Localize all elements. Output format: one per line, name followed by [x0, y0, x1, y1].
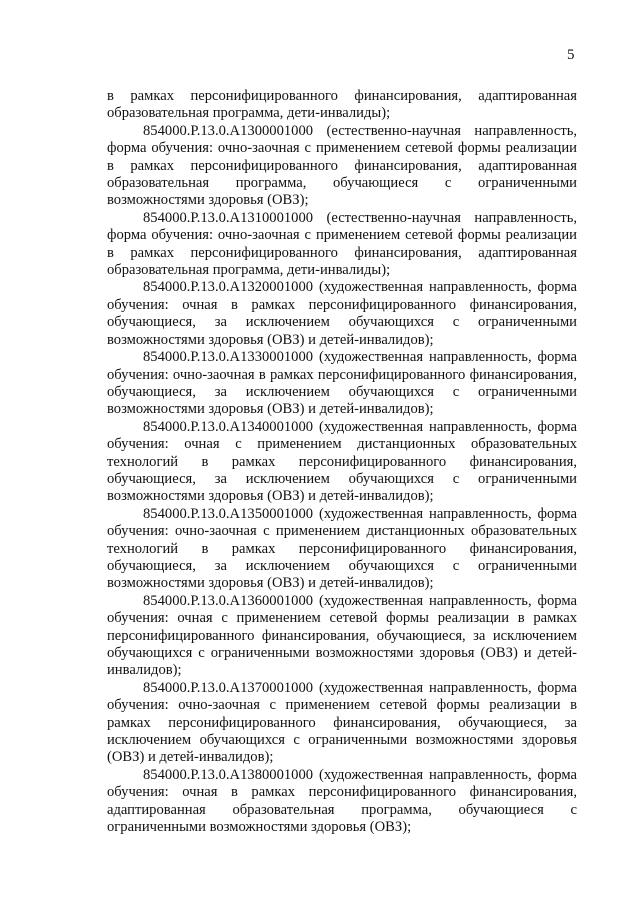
paragraph-a1310001000: 854000.Р.13.0.А1310001000 (естественно-научная направленность, форма обучения: очно-заочная с применением сетевой формы реализации в рамках персонифицированного финансирования, адаптированная образовательная программа, дети-инвалиды);: [107, 209, 577, 279]
paragraph-a1320001000: 854000.Р.13.0.А1320001000 (художественная направленность, форма обучения: очная в рамках персонифицированного финансирования, обучающиеся, за исключением обучающихся с ограниченными возможностями здоровья (ОВЗ) и детей-инвалидов);: [107, 279, 577, 348]
paragraph-continuation: в рамках персонифицированного финансирования, адаптированная образовательная программа, дети-инвалиды);: [107, 88, 577, 122]
paragraph-a1340001000: 854000.Р.13.0.А1340001000 (художественная направленность, форма обучения: очная с применением дистанционных образовательных технологий в рамках персонифицированного финансирования, обучающиеся, за исключением обучающихся с ограниченными возможностями здоровья (ОВЗ) и детей-инвалидов);: [107, 418, 577, 505]
paragraph-a1300001000: 854000.Р.13.0.А1300001000 (естественно-научная направленность, форма обучения: очно-заочная с применением сетевой формы реализации в рамках персонифицированного финансирования, адаптированная образовательная программа, обучающиеся с ограниченными возможностями здоровья (ОВЗ);: [107, 122, 577, 209]
page-number: 5: [567, 47, 575, 63]
paragraph-a1360001000: 854000.Р.13.0.А1360001000 (художественная направленность, форма обучения: очная с применением сетевой формы реализации в рамках персонифицированного финансирования, обучающиеся, за исключением обучающихся с ограниченными возможностями здоровья (ОВЗ) и детей-инвалидов);: [107, 592, 577, 679]
paragraph-a1370001000: 854000.Р.13.0.А1370001000 (художественная направленность, форма обучения: очно-заочная с применением сетевой формы реализации в рамках персонифицированного финансирования, обучающиеся, за исключением обучающихся с ограниченными возможностями здоровья (ОВЗ) и детей-инвалидов);: [107, 679, 577, 766]
paragraph-a1380001000: 854000.Р.13.0.А1380001000 (художественная направленность, форма обучения: очная в рамках персонифицированного финансирования, адаптированная образовательная программа, обучающиеся с ограниченными возможностями здоровья (ОВЗ);: [107, 766, 577, 836]
document-body: [107, 88, 577, 836]
paragraph-a1350001000: 854000.Р.13.0.А1350001000 (художественная направленность, форма обучения: очно-заочная с применением дистанционных образовательных технологий в рамках персонифицированного финансирования, обучающиеся, за исключением обучающихся с ограниченными возможностями здоровья (ОВЗ) и детей-инвалидов);: [107, 505, 577, 592]
paragraph-a1330001000: 854000.Р.13.0.А1330001000 (художественная направленность, форма обучения: очно-заочная в рамках персонифицированного финансирования, обучающиеся, за исключением обучающихся с ограниченными возможностями здоровья (ОВЗ) и детей-инвалидов);: [107, 349, 577, 418]
